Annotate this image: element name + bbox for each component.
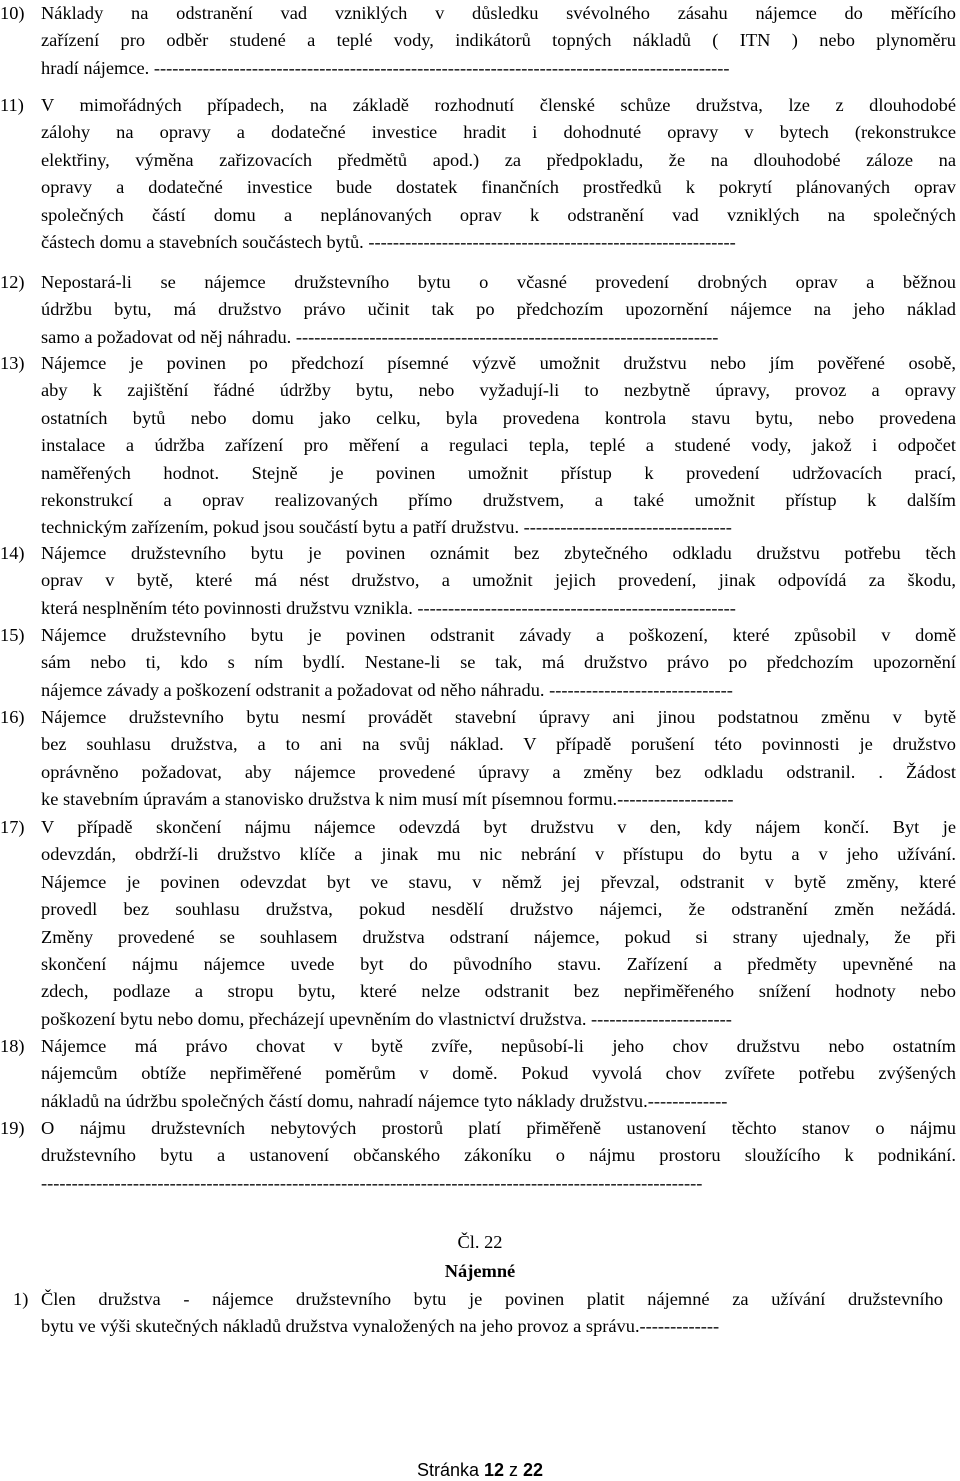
- clause-line: bytu ve výši skutečných nákladů družstva vynaložených na jeho provoz a správu.-------------: [41, 1316, 720, 1337]
- clause-number: 19): [0, 1118, 25, 1138]
- footer-middle: z: [504, 1460, 524, 1480]
- clause-number: 11): [0, 95, 24, 115]
- clause-13: [0, 350, 956, 542]
- clause-line: odevzdán, obdrží-li družstvo klíče a jinak mu nic nebrání v přístupu do bytu a v jeho užívání.: [41, 844, 956, 865]
- clause-line: zdech, podlaze a stropu bytu, které nelze odstranit bez nepřiměřeného snížení hodnoty nebo: [41, 981, 956, 1002]
- clause-line: O nájmu družstevních nebytových prostorů platí přiměřeně ustanovení těchto stanov o nájmu: [41, 1118, 956, 1138]
- clause-number: 10): [0, 3, 25, 23]
- clause-19: [0, 1115, 956, 1170]
- footer-current-page: 12: [483, 1460, 505, 1480]
- clause-number: 15): [0, 625, 25, 645]
- clause-line: údržbu bytu, má družstvo právo učinit tak po předchozím upozornění nájemce na jeho náklad: [41, 299, 956, 320]
- clause-line: Nájemce je povinen po předchozí písemné výzvě umožnit družstvu nebo jím pověřené osobě,: [41, 353, 956, 373]
- clause-number: 18): [0, 1036, 25, 1056]
- clause-line: nájemcům obtíže nepřiměřené poměrům v domě. Pokud vyvolá chov zvířete potřebu zvýšených: [41, 1063, 956, 1084]
- clause-line: Nájemce družstevního bytu je povinen odstranit závady a poškození, které způsobil v domě: [41, 625, 956, 645]
- footer-total-pages: 22: [523, 1460, 544, 1480]
- page-footer: [0, 1459, 960, 1481]
- clause-line: nákladů na údržbu společných částí domu, nahradí nájemce tyto náklady družstvu.-------------: [41, 1090, 728, 1111]
- clause-line: Náklady na odstranění vad vzniklých v důsledku svévolného zásahu nájemce do měřícího: [41, 3, 956, 23]
- rent-clause-1: [13, 1286, 943, 1341]
- clause-18: [0, 1033, 956, 1115]
- clause-number: 14): [0, 543, 25, 563]
- clause-14: [0, 540, 956, 622]
- clause-number: 17): [0, 817, 25, 837]
- footer-prefix: Stránka: [416, 1460, 484, 1480]
- clause-line: aby k zajištění řádné údržby bytu, nebo vyžadují-li to nezbytně úpravy, provoz a opravy: [41, 380, 956, 401]
- clause-line: provedl bez souhlasu družstva, pokud nesdělí družstvo nájemci, že odstranění změn nežádá.: [41, 899, 956, 920]
- clause-line: V mimořádných případech, na základě rozhodnutí členské schůze družstva, lze z dlouhodobé: [41, 95, 956, 115]
- clause-16: [0, 704, 956, 814]
- clause-line: opravy a dodatečné investice bude dostatek finančních prostředků k pokrytí plánovaných oprav: [41, 177, 956, 198]
- clause-number: 13): [0, 353, 25, 373]
- clause-line: elektřiny, výměna zařizovacích předmětů apod.) za předpokladu, že na dlouhodobé záloze na: [41, 149, 956, 170]
- clause-line: která nesplněním této povinnosti družstvu vznikla. ----------------------------------------------------: [41, 597, 736, 618]
- clause-line: Člen družstva - nájemce družstevního bytu je povinen platit nájemné za užívání družstevního: [41, 1289, 943, 1309]
- clause-line: bez souhlasu družstva, a to ani na svůj náklad. V případě porušení této povinnosti je družstvo: [41, 734, 956, 755]
- clause-line: nájemce závady a poškození odstranit a požadovat od něho náhradu. ------------------------------: [41, 679, 733, 700]
- clause-line: družstevního bytu a ustanovení občanského zákoníku o nájmu prostoru sloužícího k podnikání.: [41, 1145, 956, 1166]
- clause-number: 12): [0, 272, 25, 292]
- separator-line: ------------------------------------------------------------------------------------------------------------: [41, 1173, 703, 1193]
- chapter-heading: Nájemné: [444, 1261, 516, 1281]
- clause-line: hradí nájemce. ----------------------------------------------------------------------------------------------: [41, 57, 730, 78]
- clause-line: Změny provedené se souhlasem družstva odstraní nájemce, pokud si strany ujednaly, že při: [41, 926, 956, 947]
- clause-line: rekonstrukcí a oprav realizovaných přímo družstvem, a také umožnit přístup k dalším: [41, 490, 956, 511]
- clause-line: zařízení pro odběr studené a teplé vody, indikátorů topných nákladů ( ITN ) nebo plynoměru: [41, 30, 956, 51]
- clause-line: Nájemce má právo chovat v bytě zvíře, nepůsobí-li jeho chov družstvu nebo ostatním: [41, 1036, 956, 1056]
- clause-12: [0, 269, 956, 351]
- clause-17: [0, 814, 956, 1033]
- clause-10: [0, 0, 956, 82]
- clause-line: ostatních bytů nebo domu jako celku, byla provedena kontrola stavu bytu, nebo provedena: [41, 407, 956, 428]
- clause-line: poškození bytu nebo domu, přecházejí upevněním do vlastnictví družstva. -----------------------: [41, 1008, 732, 1029]
- clause-line: technickým zařízením, pokud jsou součástí bytu a patří družstvu. ----------------------------------: [41, 517, 732, 538]
- clause-line: oprav v bytě, které má nést družstvo, a umožnit jejich provedení, jinak odpovídá za škodu,: [41, 570, 956, 591]
- clause-number: 1): [13, 1289, 29, 1309]
- clause-line: V případě skončení nájmu nájemce odevzdá byt družstvu v den, kdy nájem končí. Byt je: [41, 817, 956, 837]
- clause-number: 16): [0, 707, 25, 727]
- chapter-label: Čl. 22: [457, 1232, 503, 1252]
- clause-line: Nájemce družstevního bytu je povinen oznámit bez zbytečného odkladu družstvu potřebu těch: [41, 543, 956, 563]
- clause-line: sám nebo ti, kdo s ním bydlí. Nestane-li se tak, má družstvo právo po předchozím upozornění: [41, 652, 956, 673]
- clause-line: zálohy na opravy a dodatečné investice hradit i dohodnuté opravy v bytech (rekonstrukce: [41, 122, 956, 143]
- clause-line: naměřených hodnot. Stejně je povinen umožnit přístup k provedení udržovacích prací,: [41, 462, 956, 483]
- clause-line: skončení nájmu nájemce uvede byt do původního stavu. Zařízení a předměty upevněné na: [41, 954, 956, 975]
- clause-line: Nájemce je povinen odevzdat byt ve stavu, v němž jej převzal, odstranit v bytě změny, které: [41, 871, 956, 892]
- clause-11: [0, 92, 956, 256]
- clause-line: ke stavebním úpravám a stanovisko družstva k nim musí mít písemnou formu.-------------------: [41, 789, 734, 810]
- clause-line: společných částí domu a neplánovaných oprav k odstranění vad vzniklých na společných: [41, 204, 956, 225]
- clause-line: Nepostará-li se nájemce družstevního bytu o včasné provedení drobných oprav a běžnou: [41, 272, 956, 292]
- clause-15: [0, 622, 956, 704]
- clause-line: částech domu a stavebních součástech bytů. ------------------------------------------------------------: [41, 232, 736, 253]
- clause-line: samo a požadovat od něj náhradu. ---------------------------------------------------------------------: [41, 326, 719, 347]
- clause-line: oprávněno požadovat, aby nájemce provedené úpravy a změny bez odkladu odstranil. . Žádost: [41, 761, 956, 782]
- clause-line: Nájemce družstevního bytu nesmí provádět stavební úpravy ani jinou podstatnou změnu v bytě: [41, 707, 956, 727]
- clause-line: instalace a údržba zařízení pro měření a regulaci tepla, teplé a studené vody, jakož i odpočet: [41, 435, 956, 456]
